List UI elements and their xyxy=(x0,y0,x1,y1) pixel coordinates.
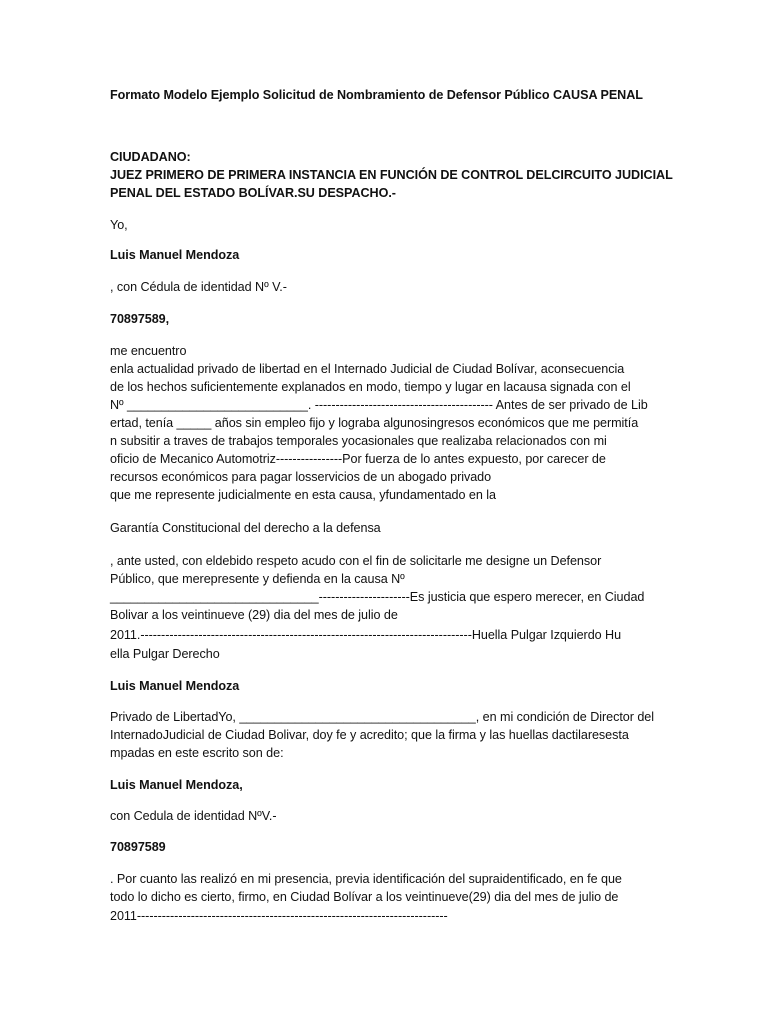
paragraph-line: ertad, tenía _____ años sin empleo fijo y lograba algunosingresos económicos que me permitía xyxy=(110,416,639,430)
cedula-label: con Cedula de identidad NºV.- xyxy=(110,809,277,823)
addressee-line: CIUDADANO: xyxy=(110,150,191,164)
paragraph-line: todo lo dicho es cierto, firmo, en Ciudad Bolívar a los veintinueve(29) dia del mes de julio de xyxy=(110,890,619,904)
signature-name: Luis Manuel Mendoza xyxy=(110,679,240,693)
paragraph-line: mpadas en este escrito son de: xyxy=(110,746,284,760)
paragraph-line: que me represente judicialmente en esta causa, yfundamentado en la xyxy=(110,488,496,502)
salutation: Yo, xyxy=(110,218,128,232)
cedula-number: 70897589, xyxy=(110,312,170,326)
applicant-name: Luis Manuel Mendoza xyxy=(110,248,240,262)
certified-name: Luis Manuel Mendoza, xyxy=(110,778,243,792)
cedula-label: , con Cédula de identidad Nº V.- xyxy=(110,280,287,294)
paragraph-line: ella Pulgar Derecho xyxy=(110,647,220,661)
paragraph-line: , ante usted, con eldebido respeto acudo con el fin de solicitarle me designe un Defensor xyxy=(110,554,602,568)
paragraph-line: n subsitir a traves de trabajos temporales yocasionales que realizaba relacionados con mi xyxy=(110,434,607,448)
paragraph-line: 2011.--------------------------------------------------------------------------------Huella Pulgar Izquierdo Hu xyxy=(110,628,622,642)
paragraph-line: de los hechos suficientemente explanados en modo, tiempo y lugar en lacausa signada con el xyxy=(110,380,631,394)
paragraph-line: Privado de LibertadYo, __________________________________, en mi condición de Director del xyxy=(110,710,654,724)
paragraph-line: ______________________________----------------------Es justicia que espero merecer, en Ciudad xyxy=(110,590,645,604)
addressee-line: JUEZ PRIMERO DE PRIMERA INSTANCIA EN FUNCIÓN DE CONTROL DELCIRCUITO JUDICIAL xyxy=(110,168,673,182)
paragraph-line: 2011--------------------------------------------------------------------------- xyxy=(110,909,448,923)
paragraph-line: Público, que merepresente y defienda en la causa Nº xyxy=(110,572,405,586)
paragraph-line: Bolivar a los veintinueve (29) dia del mes de julio de xyxy=(110,608,398,622)
paragraph-line: me encuentro xyxy=(110,344,187,358)
paragraph-line: . Por cuanto las realizó en mi presencia, previa identificación del supraidentificado, en fe que xyxy=(110,872,622,886)
paragraph-line: enla actualidad privado de libertad en el Internado Judicial de Ciudad Bolívar, aconsecuencia xyxy=(110,362,625,376)
paragraph-line: oficio de Mecanico Automotriz----------------Por fuerza de lo antes expuesto, por carecer de xyxy=(110,452,606,466)
addressee-line: PENAL DEL ESTADO BOLÍVAR.SU DESPACHO.- xyxy=(110,186,396,200)
guarantee-text: Garantía Constitucional del derecho a la defensa xyxy=(110,521,381,535)
paragraph-line: InternadoJudicial de Ciudad Bolivar, doy fe y acredito; que la firma y las huellas dactilaresesta xyxy=(110,728,629,742)
cedula-number: 70897589 xyxy=(110,840,166,854)
paragraph-line: Nº __________________________. ------------------------------------------- Antes de ser privado de Lib xyxy=(110,398,648,412)
document-title: Formato Modelo Ejemplo Solicitud de Nombramiento de Defensor Público CAUSA PENAL xyxy=(110,88,643,102)
paragraph-line: recursos económicos para pagar losservicios de un abogado privado xyxy=(110,470,492,484)
